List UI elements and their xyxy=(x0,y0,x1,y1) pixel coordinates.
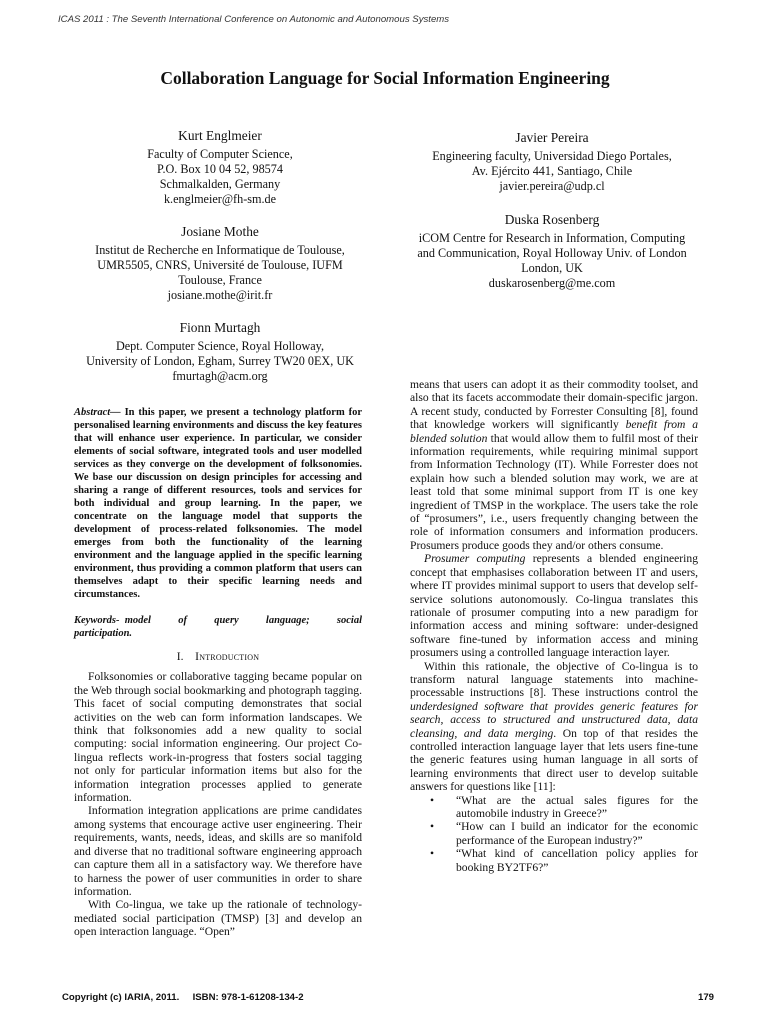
running-head: ICAS 2011 : The Seventh International Conference on Autonomic and Autonomous Systems xyxy=(58,14,450,25)
author-block-englmeier xyxy=(52,128,388,207)
author-block-rosenberg xyxy=(384,212,720,291)
author-affiliation-line: UMR5505, CNRS, Université de Toulouse, IUFM xyxy=(97,258,343,272)
author-affiliation-line: Institut de Recherche en Informatique de Toulouse, xyxy=(95,243,345,257)
body-paragraph: Information integration applications are prime candidates among systems that encourage active user engineering. Their requirements, wants, needs, ideas, and skills are so manifold and diverse that no traditional software engineering approach can capture them all in a satisfactory way. We therefore have to harness the power of user communities in order to share information. xyxy=(74,804,362,898)
body-paragraph: Folksonomies or collaborative tagging became popular on the Web through social bookmarking and photograph tagging. This facet of social computing demonstrates that social activities on the web can form information landscapes. We think that folksonomies add a new quality to social computing: social information engineering. Our project Co-lingua reflects work-in-progress that fosters social tagging not only for particular information items but also for the information integration processes applied to generate information. xyxy=(74,670,362,805)
keywords xyxy=(74,614,362,640)
list-item xyxy=(410,847,698,874)
author-name: Javier Pereira xyxy=(515,130,589,145)
emphasis-text: underdesigned software that provides generic features for search, access to structured and unstructured data, data cleansing, and data merging xyxy=(410,699,698,740)
text-run: . On top of that resides the controlled interaction language layer that lets users fine-tune the generic features using human language in all sorts of learning environments that direct user to develop suitable answers for questions like [11]: xyxy=(410,726,698,794)
left-column xyxy=(74,406,362,939)
keywords-label: Keywords- xyxy=(74,615,120,626)
body-paragraph xyxy=(410,552,698,659)
emphasis-text: benefit from a blended solution xyxy=(410,418,698,445)
text-run: means that users can adopt it as their commodity toolset, and also that its facets accommodate their domain-specific jargon. A recent study, conducted by Forrester Consulting [8], found that knowledge workers will significantly xyxy=(410,378,698,432)
question-list xyxy=(410,794,698,874)
author-email: fmurtagh@acm.org xyxy=(172,369,268,383)
author-affiliation-line: iCOM Centre for Research in Information, Computing xyxy=(418,231,686,245)
section-number: I. xyxy=(176,650,184,663)
author-block-murtagh xyxy=(52,320,388,384)
list-item-text: “What are the actual sales figures for the automobile industry in Greece?” xyxy=(456,793,698,820)
text-run: represents a blended engineering concept that emphasises collaboration between IT and users, where IT provides minimal support to users that develop self-service solutions autonomously. Co-lingua translates this rationale of prosumer computing into a new paradigm for information access and mining software: under-designed software fine-tuned by information access and mining prosumers using a controlled language interaction layer. xyxy=(410,552,698,660)
author-block-pereira xyxy=(384,130,720,194)
author-affiliation-line: P.O. Box 10 04 52, 98574 xyxy=(157,162,283,176)
footer-page-number: 179 xyxy=(698,992,715,1003)
text-run: Within this rationale, the objective of Co-lingua is to transform natural language statements into machine-processable instructions [8]. These instructions control the xyxy=(410,659,698,700)
author-affiliation-line: Toulouse, France xyxy=(178,273,262,287)
emphasis-text: Prosumer computing xyxy=(424,552,526,566)
list-item xyxy=(410,794,698,821)
paper-title: Collaboration Language for Social Information Engineering xyxy=(160,68,610,88)
author-affiliation-line: Av. Ejército 441, Santiago, Chile xyxy=(471,164,633,178)
abstract-label: Abstract— xyxy=(74,407,121,418)
section-title: Introduction xyxy=(195,650,260,663)
author-email: k.englmeier@fh-sm.de xyxy=(163,192,277,206)
author-email: duskarosenberg@me.com xyxy=(488,276,616,290)
abstract xyxy=(74,406,362,601)
author-affiliation-line: Dept. Computer Science, Royal Holloway, xyxy=(115,339,325,353)
author-name: Josiane Mothe xyxy=(181,224,259,239)
abstract-text: In this paper, we present a technology platform for personalised learning environments and discuss the key features that will enhance user experience. In particular, we consider elements of social software, integrated tools and user modelled services as they converge on the development of folksonomies. We base our discussion on design principles for accessing and sharing a range of different resources, tools and services for both individual and group learning. In the paper, we concentrate on the language model that supports the development of process-related folksonomies. The model emerges from both the functionality of the learning environment and the language applied in the specific learning environment, thus providing a common platform that users can themselves adapt to their specific learning needs and circumstances. xyxy=(74,407,362,600)
author-affiliation-line: and Communication, Royal Holloway Univ. of London xyxy=(417,246,687,260)
author-block-mothe xyxy=(52,224,388,303)
bullet-icon: • xyxy=(430,793,435,807)
author-email: josiane.mothe@irit.fr xyxy=(167,288,273,302)
footer-copyright: Copyright (c) IARIA, 2011. ISBN: 978-1-61208-134-2 xyxy=(62,992,304,1003)
author-affiliation-line: Engineering faculty, Universidad Diego Portales, xyxy=(432,149,672,163)
author-name: Fionn Murtagh xyxy=(179,320,261,335)
body-paragraph: With Co-lingua, we take up the rationale of technology-mediated social participation (TMSP) [3] and develop an open interaction language. “Open” xyxy=(74,898,362,939)
author-name: Kurt Englmeier xyxy=(178,128,262,143)
author-email: javier.pereira@udp.cl xyxy=(499,179,605,193)
list-item-text: “What kind of cancellation policy applies for booking BY2TF6?” xyxy=(456,847,698,874)
list-item-text: “How can I build an indicator for the economic performance of the European industry?” xyxy=(456,820,698,847)
right-column xyxy=(410,378,698,874)
text-run: that would allow them to fulfil most of their information requirements, while requiring minimal support from Information Technology (IT). While Forrester does not explain how such a blended solution may work, we are at least told that some minimal support from IT is one key ingredient of TMSP in the workplace. The users take the role of “prosumers”, i.e., users frequently changing between the role of information consumers and information producers. Prosumers produce goods they and/or others consume. xyxy=(410,431,699,552)
body-paragraph xyxy=(410,378,698,552)
bullet-icon: • xyxy=(430,820,435,834)
list-item xyxy=(410,820,698,847)
body-paragraph xyxy=(410,660,698,794)
keywords-text: model of query language; social participation. xyxy=(74,615,362,639)
section-heading-introduction xyxy=(74,650,362,663)
author-affiliation-line: London, UK xyxy=(521,261,583,275)
author-affiliation-line: University of London, Egham, Surrey TW20 0EX, UK xyxy=(86,354,354,368)
author-name: Duska Rosenberg xyxy=(504,212,600,227)
author-affiliation-line: Faculty of Computer Science, xyxy=(147,147,293,161)
bullet-icon: • xyxy=(430,847,435,861)
author-affiliation-line: Schmalkalden, Germany xyxy=(159,177,281,191)
